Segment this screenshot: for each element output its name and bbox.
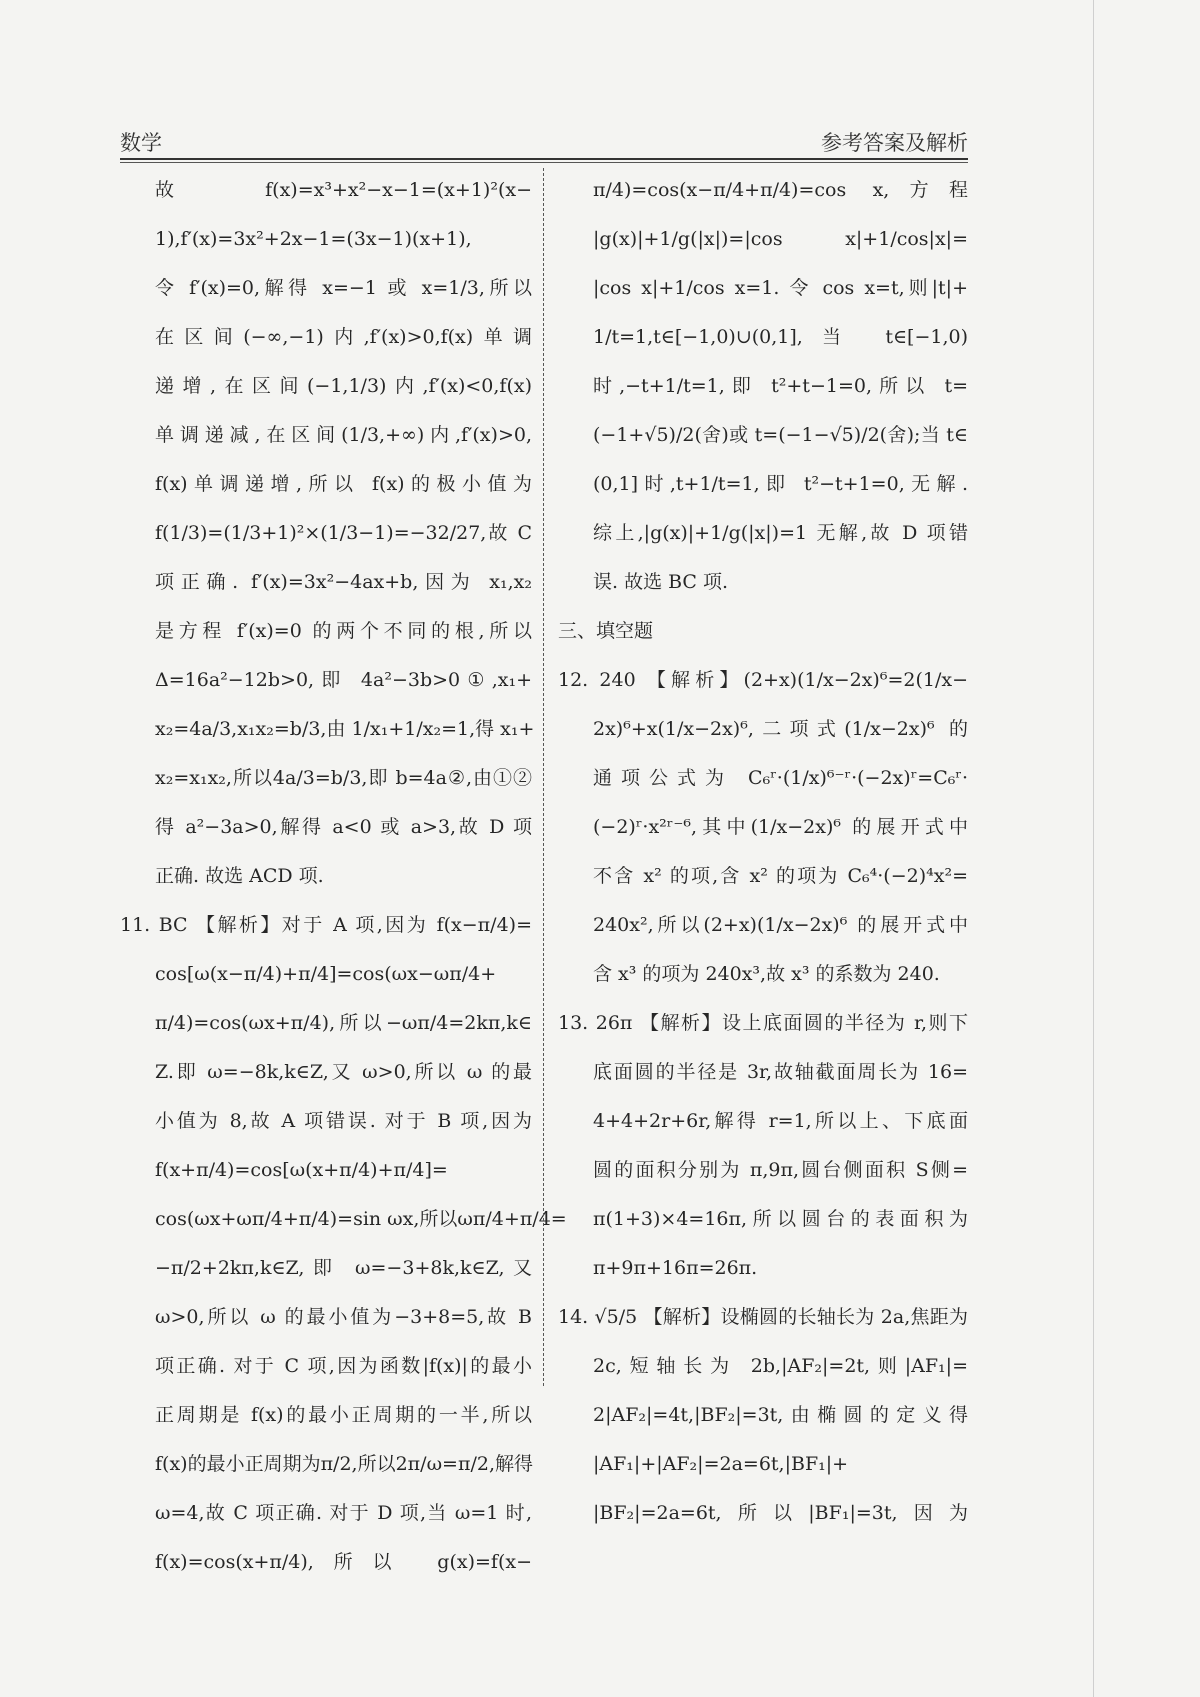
text-line: (−2)ʳ·x²ʳ⁻⁶,其中(1/x−2x)⁶ 的展开式中 xyxy=(593,816,968,838)
text-line: 1/t=1,t∈[−1,0)∪(0,1],当 t∈[−1,0) xyxy=(593,326,968,348)
text-line: 通项公式为 C₆ʳ·(1/x)⁶⁻ʳ·(−2x)ʳ=C₆ʳ· xyxy=(593,767,968,789)
text-line: (−1+√5)/2(舍)或 t=(−1−√5)/2(舍);当 t∈ xyxy=(593,424,968,446)
header-subject: 数学 xyxy=(120,131,162,155)
text-line: 4+4+2r+6r,解得 r=1,所以上、下底面 xyxy=(593,1110,968,1132)
text-line: π/4)=cos(ωx+π/4),所以−ωπ/4=2kπ,k∈ xyxy=(155,1012,532,1034)
text-line: Δ=16a²−12b>0,即 4a²−3b>0①,x₁+ xyxy=(155,669,532,691)
text-line: 项正确. 对于 C 项,因为函数|f(x)|的最小 xyxy=(155,1355,532,1377)
text-line: 11. BC 【解析】对于 A 项,因为 f(x−π/4)= xyxy=(120,914,532,936)
text-line: cos[ω(x−π/4)+π/4]=cos(ωx−ωπ/4+ xyxy=(155,963,497,985)
text-line: x₂=x₁x₂,所以4a/3=b/3,即 b=4a②,由①② xyxy=(155,767,532,789)
section-heading: 三、填空题 xyxy=(558,620,654,642)
text-line: 递增,在区间(−1,1/3)内,f′(x)<0,f(x) xyxy=(155,375,532,397)
text-line: f(x)单调递增,所以 f(x)的极小值为 xyxy=(155,473,532,495)
text-line: Z.即 ω=−8k,k∈Z,又 ω>0,所以 ω 的最 xyxy=(155,1061,532,1083)
text-line: |AF₁|+|AF₂|=2a=6t,|BF₁|+ xyxy=(593,1453,849,1475)
text-line: f(1/3)=(1/3+1)²×(1/3−1)=−32/27,故 C xyxy=(155,522,532,544)
text-line: ω=4,故 C 项正确. 对于 D 项,当 ω=1 时, xyxy=(155,1502,532,1524)
text-line: |BF₂|=2a=6t,所以|BF₁|=3t,因为 xyxy=(593,1502,968,1524)
text-line: π(1+3)×4=16π,所以圆台的表面积为 xyxy=(593,1208,968,1230)
text-line: 2|AF₂|=4t,|BF₂|=3t,由椭圆的定义得 xyxy=(593,1404,968,1426)
header-rule xyxy=(120,158,968,163)
text-line: 240x²,所以(2+x)(1/x−2x)⁶ 的展开式中 xyxy=(593,914,968,936)
text-line: 14. √5/5 【解析】设椭圆的长轴长为 2a,焦距为 xyxy=(558,1306,968,1328)
text-line: ω>0,所以 ω 的最小值为−3+8=5,故 B xyxy=(155,1306,532,1328)
text-line: 13. 26π 【解析】设上底面圆的半径为 r,则下 xyxy=(558,1012,968,1034)
text-line: 是方程 f′(x)=0 的两个不同的根,所以 xyxy=(155,620,532,642)
text-line: x₂=4a/3,x₁x₂=b/3,由 1/x₁+1/x₂=1,得 x₁+ xyxy=(155,718,535,740)
page-header xyxy=(120,127,968,157)
left-column xyxy=(120,166,567,1573)
text-line: 底面圆的半径是 3r,故轴截面周长为 16= xyxy=(593,1061,968,1083)
text-line: |cos x|+1/cos x=1. 令 cos x=t,则|t|+ xyxy=(593,277,968,299)
text-line: 误. 故选 BC 项. xyxy=(593,571,729,593)
text-line: |g(x)|+1/g(|x|)=|cos x|+1/cos|x|= xyxy=(593,228,968,250)
text-line: 小值为 8,故 A 项错误. 对于 B 项,因为 xyxy=(155,1110,532,1132)
text-line: f(x)的最小正周期为π/2,所以2π/ω=π/2,解得 xyxy=(155,1453,533,1475)
text-line: 单调递减,在区间(1/3,+∞)内,f′(x)>0, xyxy=(155,424,532,446)
text-line: 综上,|g(x)|+1/g(|x|)=1 无解,故 D 项错 xyxy=(593,522,968,544)
text-line: 项正确. f′(x)=3x²−4ax+b,因为 x₁,x₂ xyxy=(155,571,532,593)
text-line: −π/2+2kπ,k∈Z,即 ω=−3+8k,k∈Z,又 xyxy=(155,1257,532,1279)
text-line: 2x)⁶+x(1/x−2x)⁶,二项式(1/x−2x)⁶ 的 xyxy=(593,718,968,740)
text-line: f(x)=cos(x+π/4),所以 g(x)=f(x− xyxy=(155,1551,532,1573)
text-line: (0,1]时,t+1/t=1,即 t²−t+1=0,无解. xyxy=(593,473,968,495)
text-line: 不含 x² 的项,含 x² 的项为 C₆⁴·(−2)⁴x²= xyxy=(593,865,968,887)
text-line: 故 f(x)=x³+x²−x−1=(x+1)²(x− xyxy=(155,179,532,201)
text-line: π/4)=cos(x−π/4+π/4)=cos x,方程 xyxy=(593,179,968,201)
text-line: 圆的面积分别为 π,9π,圆台侧面积 S侧= xyxy=(593,1159,968,1181)
column-divider xyxy=(543,168,544,1386)
text-line: 正周期是 f(x)的最小正周期的一半,所以 xyxy=(155,1404,532,1426)
text-line: 1),f′(x)=3x²+2x−1=(3x−1)(x+1), xyxy=(155,228,472,250)
right-column xyxy=(558,166,968,1524)
text-line: 正确. 故选 ACD 项. xyxy=(155,865,324,887)
text-line: 得 a²−3a>0,解得 a<0 或 a>3,故 D 项 xyxy=(155,816,532,838)
text-line: 含 x³ 的项为 240x³,故 x³ 的系数为 240. xyxy=(593,963,940,985)
header-title: 参考答案及解析 xyxy=(821,131,968,155)
text-line: π+9π+16π=26π. xyxy=(593,1257,758,1279)
text-line: 令 f′(x)=0,解得 x=−1 或 x=1/3,所以 xyxy=(155,277,532,299)
page-edge-line xyxy=(1093,0,1094,1697)
text-line: 2c,短轴长为 2b,|AF₂|=2t,则|AF₁|= xyxy=(593,1355,968,1377)
text-line: 12. 240 【解析】(2+x)(1/x−2x)⁶=2(1/x− xyxy=(558,669,968,691)
text-line: 时,−t+1/t=1,即 t²+t−1=0,所以 t= xyxy=(593,375,968,397)
text-line: f(x+π/4)=cos[ω(x+π/4)+π/4]= xyxy=(155,1159,448,1181)
text-line: 在区间(−∞,−1)内,f′(x)>0,f(x)单调 xyxy=(155,326,532,348)
text-line: cos(ωx+ωπ/4+π/4)=sin ωx,所以ωπ/4+π/4= xyxy=(155,1208,567,1230)
